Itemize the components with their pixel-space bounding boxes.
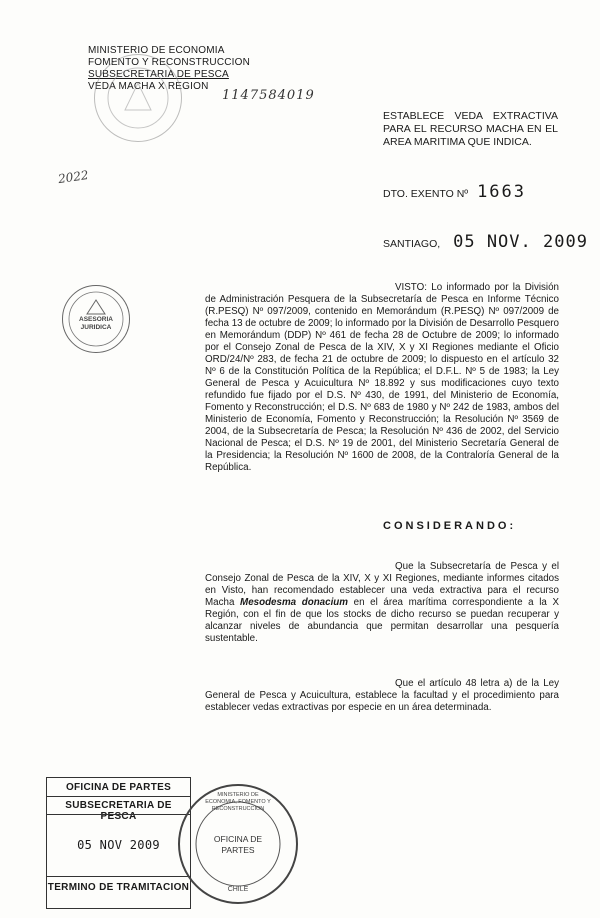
undersecretariat: SUBSECRETARIA DE PESCA [88,69,229,80]
round-seal-ring-text: MINISTERIO DE ECONOMIA, FOMENTO Y RECONSTRUCCION [205,792,271,812]
legal-advisory-seal [62,285,130,353]
decree-subject: ESTABLECE VEDA EXTRACTIVA PARA EL RECURSO MACHA EN EL AREA MARITIMA QUE INDICA. [383,110,558,148]
decree-label: DTO. EXENTO Nº [383,188,469,200]
considerando-heading: CONSIDERANDO: [383,520,517,532]
stamp-department: SUBSECRETARIA DE PESCA [65,800,172,822]
legal-advisory-label: ASESORIA JURIDICA [79,316,113,331]
stamp-date: 05 NOV 2009 [77,838,160,852]
handwritten-year: 2022 [57,167,90,187]
visto-lead: VISTO: [395,282,427,293]
city: SANTIAGO, [383,238,441,250]
visto-text: Lo informado por la División de Administración Pesquera de la Subsecretaría de Pesca en Informe Técnico (R.PESQ) Nº 097/2009, contenido en Memorándum (R.PESQ) Nº 097/2009 de fecha 13 de octubre de 2009; lo informado por la División de Desarrollo Pesquero en Memorándum (DDP) Nº 461 de fecha 28 de Octubre de 2009; lo informado por el Consejo Zonal de Pesca de la XIV, X y XI Regiones mediante el Oficio ORD/24/Nº 283, de fecha 21 de octubre de 2009; lo dispuesto en el artículo 32 Nº 6 de la Constitución Política de la República; el D.F.L. Nº 5 de 1983; la Ley General de Pesca y Acuicultura Nº 18.892 y sus modificaciones cuyo texto refundido fue fijado por el D.S. Nº 430, de 1991, del Ministerio de Economía, Fomento y Reconstrucción; el D.S. Nº 683 de 1980 y Nº 242 de 1983, ambos del Ministerio de Economía, Fomento y Reconstrucción; la Resolución Nº 3569 de 2004, de la Subsecretaría de Pesca; la Resolución Nº 436 de 2002, del Servicio Nacional de Pesca; el D.S. Nº 19 de 2001, del Ministerio Secretaría General de la Presidencia; la Resolución Nº 1600 de 2008, de la Contraloría General de la República. [205,282,559,473]
issue-date: 05 NOV. 2009 [453,232,588,252]
seal-emblem-icon [95,55,181,141]
ministry-subtitle: FOMENTO Y RECONSTRUCCION [88,57,251,68]
ministry-seal [94,54,182,142]
office-round-seal [178,784,298,904]
visto-paragraph [205,282,559,474]
stamp-office: OFICINA DE PARTES [65,782,172,793]
round-seal-country: CHILE [227,886,249,893]
considerando-paragraph-2 [205,678,559,714]
office-stamp [46,777,191,909]
ministry-name: MINISTERIO DE ECONOMIA [88,45,225,56]
place-date-line [383,232,588,252]
considerando-p1: Que la Subsecretaría de Pesca y el Consejo Zonal de Pesca de la XIV, X y XI Regiones, mediante informes citados en Visto, han recomendado establecer una veda extractiva para el recurso Macha [205,561,559,608]
considerando-p2: Que el artículo 48 letra a) de la Ley General de Pesca y Acuicultura, establece la facultad y el procedimiento para establecer vedas extractivas por especie en un área determinada. [205,678,559,713]
handwritten-reference: 1147584019 [222,88,315,103]
stamp-status: TERMINO DE TRAMITACION [47,882,190,893]
decree-number: 1663 [477,182,527,202]
considerando-p1-end: en el área marítima correspondiente a la X Región, con el fin de que los stocks de dicho recurso se puedan recuperar y alcanzar niveles de abundancia que permitan desarrollar una pesquería sustentable. [205,597,559,644]
decree-number-line [383,182,526,202]
file-reference: VEDA MACHA X REGION [88,81,209,92]
round-seal-center: OFICINA DE PARTES [213,834,263,855]
species-name: Mesodesma donacium [240,597,348,608]
considerando-paragraph-1 [205,561,559,645]
